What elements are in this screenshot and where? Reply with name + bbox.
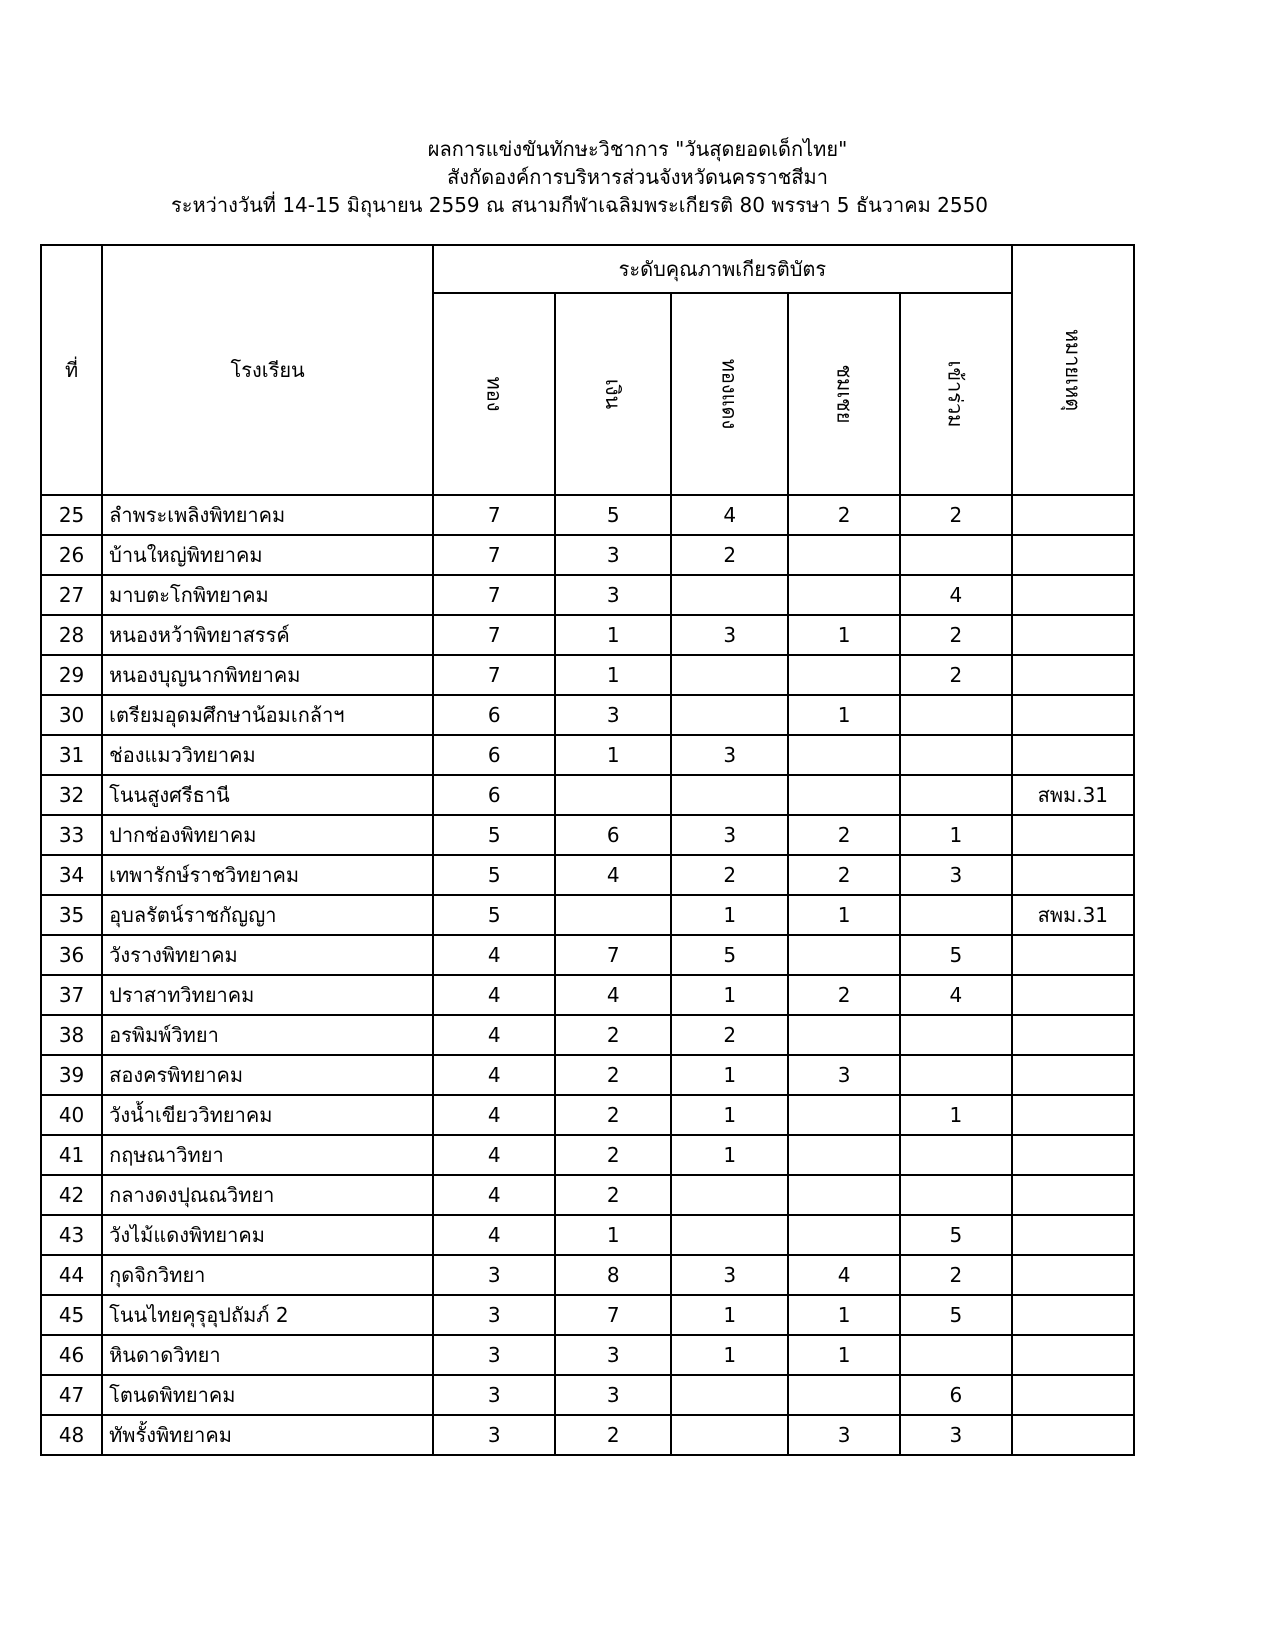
title-line-3: ระหว่างวันที่ 14-15 มิถุนายน 2559 ณ สนามกีฬาเฉลิมพระเกียรติ 80 พรรษา 5 ธันวาคม 2550 [170,193,989,217]
cell-participate: 3 [900,1415,1012,1455]
cell-gold: 5 [433,855,555,895]
cell-school: ทัพรั้งพิทยาคม [102,1415,433,1455]
cell-silver: 3 [555,695,671,735]
cell-bronze: 4 [671,495,788,535]
cell-note [1012,575,1134,615]
table-row [41,1415,1134,1455]
cell-gold: 4 [433,1175,555,1215]
cell-gold: 4 [433,1215,555,1255]
cell-merit: 2 [788,975,900,1015]
cell-participate: 2 [900,615,1012,655]
cell-no: 42 [41,1175,102,1215]
cell-gold: 5 [433,815,555,855]
cell-silver: 3 [555,535,671,575]
cell-no: 33 [41,815,102,855]
cell-no: 34 [41,855,102,895]
cell-note [1012,1175,1134,1215]
cell-merit [788,1175,900,1215]
cell-no: 27 [41,575,102,615]
cell-gold: 4 [433,1055,555,1095]
cell-note [1012,935,1134,975]
cell-note [1012,1375,1134,1415]
cell-participate [900,895,1012,935]
table-row [41,535,1134,575]
cell-note [1012,1135,1134,1175]
cell-merit: 3 [788,1415,900,1455]
cell-no: 37 [41,975,102,1015]
cell-silver: 1 [555,615,671,655]
cell-participate: 1 [900,815,1012,855]
cell-bronze [671,1175,788,1215]
cell-merit [788,1095,900,1135]
cell-school: ปากช่องพิทยาคม [102,815,433,855]
cell-note: สพม.31 [1012,775,1134,815]
cell-gold: 4 [433,1095,555,1135]
cell-silver: 3 [555,1335,671,1375]
cell-gold: 4 [433,935,555,975]
cell-note [1012,535,1134,575]
cell-school: หินดาดวิทยา [102,1335,433,1375]
cell-participate: 5 [900,1295,1012,1335]
cell-participate: 5 [900,935,1012,975]
cell-bronze: 1 [671,1135,788,1175]
cell-note [1012,1095,1134,1135]
cell-gold: 3 [433,1255,555,1295]
cell-participate [900,735,1012,775]
table-row [41,1335,1134,1375]
cell-gold: 4 [433,975,555,1015]
cell-school: อุบลรัตน์ราชกัญญา [102,895,433,935]
cell-participate [900,1335,1012,1375]
cell-merit [788,775,900,815]
cell-note [1012,1415,1134,1455]
cell-merit [788,1015,900,1055]
cell-merit [788,935,900,975]
cell-note [1012,1215,1134,1255]
cell-school: ช่องแมววิทยาคม [102,735,433,775]
cell-no: 38 [41,1015,102,1055]
table-row [41,1135,1134,1175]
cell-gold: 6 [433,775,555,815]
cell-silver: 1 [555,655,671,695]
cell-silver [555,775,671,815]
cell-school: สองครพิทยาคม [102,1055,433,1095]
cell-merit: 2 [788,815,900,855]
cell-no: 26 [41,535,102,575]
cell-bronze: 1 [671,975,788,1015]
cell-participate [900,1175,1012,1215]
cell-note [1012,1015,1134,1055]
cell-no: 45 [41,1295,102,1335]
cell-no: 47 [41,1375,102,1415]
header-certificate-level: ระดับคุณภาพเกียรติบัตร [433,245,1012,293]
cell-school: กลางดงปุณณวิทยา [102,1175,433,1215]
cell-merit [788,535,900,575]
table-row [41,855,1134,895]
table-row [41,735,1134,775]
cell-bronze: 1 [671,1095,788,1135]
cell-school: หนองบุญนากพิทยาคม [102,655,433,695]
table-row [41,775,1134,815]
title-line-2: สังกัดองค์การบริหารส่วนจังหวัดนครราชสีมา [447,165,828,189]
table-row [41,1375,1134,1415]
table-row [41,495,1134,535]
header-note: หมายเหตุ [1012,245,1134,495]
cell-note: สพม.31 [1012,895,1134,935]
cell-school: โนนไทยคุรุอุปถัมภ์ 2 [102,1295,433,1335]
cell-school: โนนสูงศรีธานี [102,775,433,815]
cell-merit: 1 [788,615,900,655]
cell-gold: 5 [433,895,555,935]
cell-no: 40 [41,1095,102,1135]
cell-gold: 6 [433,695,555,735]
cell-note [1012,655,1134,695]
cell-bronze: 1 [671,895,788,935]
cell-silver: 2 [555,1055,671,1095]
cell-silver: 8 [555,1255,671,1295]
cell-participate: 1 [900,1095,1012,1135]
cell-silver: 3 [555,575,671,615]
cell-silver: 2 [555,1175,671,1215]
cell-merit [788,655,900,695]
header-participate: เข้าร่วม [900,293,1012,495]
cell-bronze: 1 [671,1335,788,1375]
cell-participate: 2 [900,495,1012,535]
cell-silver: 7 [555,935,671,975]
cell-merit: 1 [788,1295,900,1335]
table-row [41,815,1134,855]
table-row [41,695,1134,735]
cell-bronze [671,575,788,615]
cell-note [1012,735,1134,775]
cell-bronze: 2 [671,855,788,895]
cell-school: วังไม้แดงพิทยาคม [102,1215,433,1255]
cell-silver: 2 [555,1015,671,1055]
cell-note [1012,1055,1134,1095]
header-bronze: ทองแดง [671,293,788,495]
cell-silver: 1 [555,735,671,775]
cell-participate: 2 [900,1255,1012,1295]
cell-note [1012,1295,1134,1335]
table-row [41,895,1134,935]
cell-merit: 2 [788,495,900,535]
cell-participate [900,695,1012,735]
cell-school: ลำพระเพลิงพิทยาคม [102,495,433,535]
cell-note [1012,1255,1134,1295]
results-table [40,244,1135,1456]
header-gold: ทอง [433,293,555,495]
cell-school: กฤษณาวิทยา [102,1135,433,1175]
cell-school: หนองหว้าพิทยาสรรค์ [102,615,433,655]
title-line-1: ผลการแข่งขันทักษะวิชาการ "วันสุดยอดเด็กไทย" [427,137,848,161]
cell-merit: 1 [788,695,900,735]
cell-gold: 7 [433,495,555,535]
header-school: โรงเรียน [102,245,433,495]
cell-merit [788,1215,900,1255]
table-row [41,1295,1134,1335]
cell-participate: 4 [900,575,1012,615]
cell-participate [900,1055,1012,1095]
cell-silver [555,895,671,935]
cell-merit: 2 [788,855,900,895]
cell-gold: 6 [433,735,555,775]
cell-bronze: 3 [671,815,788,855]
cell-bronze [671,655,788,695]
cell-bronze: 3 [671,735,788,775]
cell-bronze: 2 [671,535,788,575]
cell-merit [788,575,900,615]
cell-bronze: 1 [671,1295,788,1335]
cell-merit: 4 [788,1255,900,1295]
cell-bronze [671,1375,788,1415]
table-row [41,935,1134,975]
cell-no: 32 [41,775,102,815]
cell-silver: 3 [555,1375,671,1415]
cell-gold: 3 [433,1375,555,1415]
header-merit: ชมเชย [788,293,900,495]
cell-school: วังรางพิทยาคม [102,935,433,975]
table-row [41,575,1134,615]
header-silver: เงิน [555,293,671,495]
cell-no: 41 [41,1135,102,1175]
cell-note [1012,855,1134,895]
cell-school: โตนดพิทยาคม [102,1375,433,1415]
document-title-block [0,135,1275,219]
cell-participate [900,535,1012,575]
cell-no: 28 [41,615,102,655]
cell-no: 25 [41,495,102,535]
table-row [41,1175,1134,1215]
cell-school: กุดจิกวิทยา [102,1255,433,1295]
table-row [41,1095,1134,1135]
cell-silver: 5 [555,495,671,535]
cell-gold: 7 [433,535,555,575]
cell-silver: 1 [555,1215,671,1255]
cell-merit [788,735,900,775]
cell-silver: 4 [555,975,671,1015]
cell-school: เทพารักษ์ราชวิทยาคม [102,855,433,895]
cell-bronze: 3 [671,1255,788,1295]
cell-participate: 6 [900,1375,1012,1415]
cell-silver: 2 [555,1135,671,1175]
cell-no: 39 [41,1055,102,1095]
table-row [41,975,1134,1015]
cell-no: 46 [41,1335,102,1375]
cell-gold: 7 [433,575,555,615]
cell-bronze [671,775,788,815]
cell-silver: 6 [555,815,671,855]
cell-participate [900,1135,1012,1175]
cell-note [1012,1335,1134,1375]
cell-note [1012,975,1134,1015]
cell-no: 35 [41,895,102,935]
table-row [41,655,1134,695]
cell-merit: 1 [788,895,900,935]
cell-note [1012,815,1134,855]
cell-bronze: 3 [671,615,788,655]
cell-bronze [671,1415,788,1455]
cell-note [1012,615,1134,655]
cell-silver: 2 [555,1415,671,1455]
cell-bronze [671,695,788,735]
table-row [41,615,1134,655]
table-row [41,1015,1134,1055]
cell-participate: 2 [900,655,1012,695]
cell-participate: 3 [900,855,1012,895]
cell-merit: 3 [788,1055,900,1095]
cell-note [1012,695,1134,735]
cell-merit [788,1375,900,1415]
cell-gold: 7 [433,655,555,695]
cell-no: 36 [41,935,102,975]
cell-gold: 3 [433,1295,555,1335]
cell-gold: 3 [433,1415,555,1455]
cell-no: 29 [41,655,102,695]
cell-no: 48 [41,1415,102,1455]
cell-gold: 4 [433,1135,555,1175]
cell-silver: 7 [555,1295,671,1335]
table-row [41,1215,1134,1255]
cell-bronze: 2 [671,1015,788,1055]
cell-bronze: 5 [671,935,788,975]
cell-participate: 4 [900,975,1012,1015]
cell-gold: 4 [433,1015,555,1055]
cell-no: 30 [41,695,102,735]
cell-school: วังน้ำเขียววิทยาคม [102,1095,433,1135]
cell-participate [900,775,1012,815]
cell-bronze: 1 [671,1055,788,1095]
cell-merit: 1 [788,1335,900,1375]
table-body [41,495,1134,1455]
cell-gold: 7 [433,615,555,655]
cell-no: 43 [41,1215,102,1255]
cell-school: มาบตะโกพิทยาคม [102,575,433,615]
cell-gold: 3 [433,1335,555,1375]
table-row [41,1255,1134,1295]
cell-participate [900,1015,1012,1055]
cell-no: 44 [41,1255,102,1295]
cell-school: อรพิมพ์วิทยา [102,1015,433,1055]
table-row [41,1055,1134,1095]
cell-no: 31 [41,735,102,775]
header-no: ที่ [41,245,102,495]
cell-participate: 5 [900,1215,1012,1255]
cell-silver: 4 [555,855,671,895]
cell-school: เตรียมอุดมศึกษาน้อมเกล้าฯ [102,695,433,735]
cell-school: บ้านใหญ่พิทยาคม [102,535,433,575]
cell-bronze [671,1215,788,1255]
cell-note [1012,495,1134,535]
cell-silver: 2 [555,1095,671,1135]
cell-merit [788,1135,900,1175]
cell-school: ปราสาทวิทยาคม [102,975,433,1015]
